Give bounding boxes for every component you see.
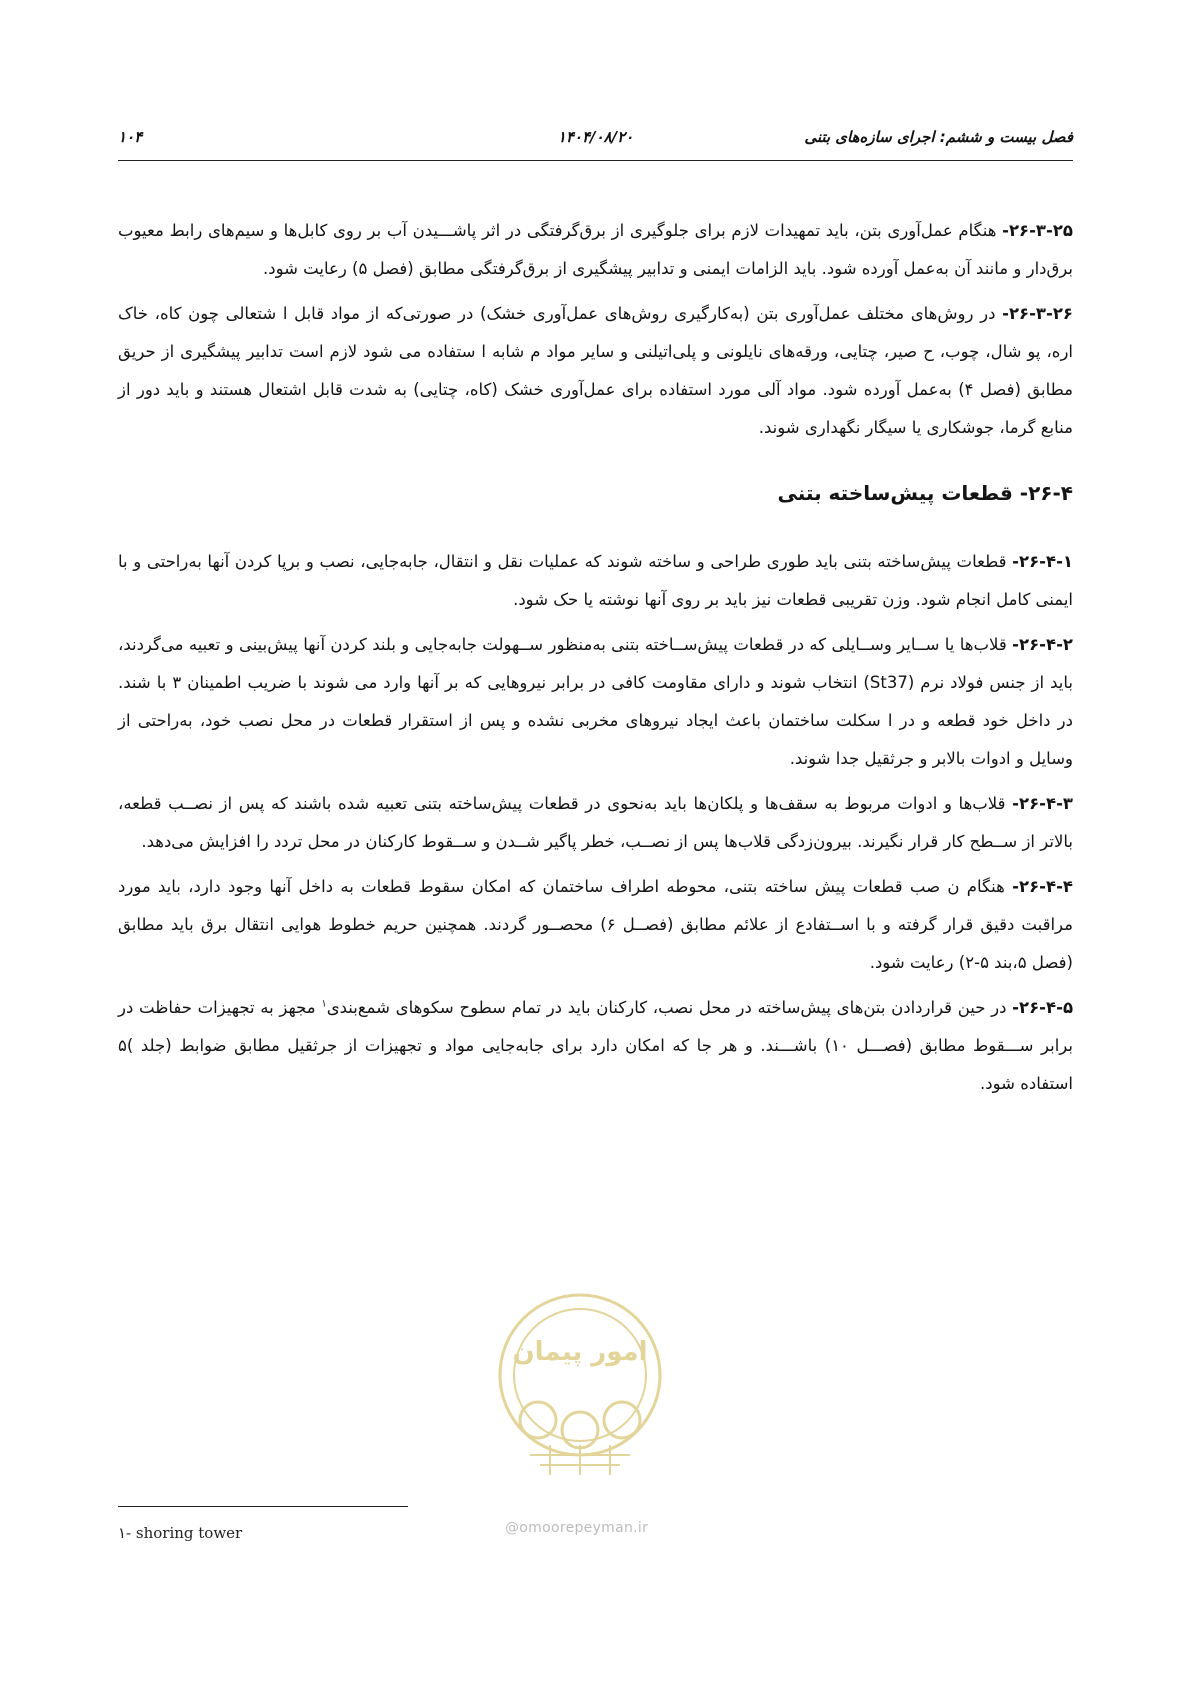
paragraph-text: قلاب‌ها و ادوات مربوط به سقف‌ها و پلکان‌ها باید به‌نحوی در قطعات پیش‌ساخته بتنی تعبیه شده باشند که پس از نصــب قطعه، بالاتر از ســطح کار قرار نگیرند. بیرون‌زدگی قلاب‌ها پس از نصــب، خطر پاگیر شــدن و ســقوط کارکنان در محل تردد را افزایش می‌دهد. <box>118 794 1073 851</box>
clause-number: ۲۶-۴-۲- <box>1012 635 1073 654</box>
paragraph-26-4-4 <box>118 868 1073 982</box>
clause-number: ۲۶-۳-۲۶- <box>1002 304 1073 323</box>
paragraph-text: هنگام عمل‌آوری بتن، باید تمهیدات لازم برای جلوگیری از برق‌گرفتگی در اثر پاشـــیدن آب بر روی کابل‌ها و سیم‌های رابط معیوب برق‌دار و مانند آن به‌عمل آورده شود. باید الزامات ایمنی و تدابیر پیشگیری از برق‌گرفتگی مطابق (فصل ۵) رعایت شود. <box>118 221 1073 278</box>
paragraph-26-4-2 <box>118 626 1073 778</box>
paragraph-26-4-5 <box>118 989 1073 1103</box>
paragraph-26-4-3 <box>118 785 1073 861</box>
page-number: ۱۰۴ <box>118 128 143 146</box>
body-text <box>118 212 1073 1110</box>
paragraph-text: قلاب‌ها یا ســایر وســایلی که در قطعات پیش‌ســاخته بتنی به‌منظور ســهولت جابه‌جایی و بلند کردن آنها پیش‌بینی و تعبیه می‌گردند، باید از جنس فولاد نرم (St37) انتخاب شوند و دارای مقاومت کافی در برابر نیروهایی که بر آنها وارد می شوند با ضریب اطمینان ۳ با شند. در داخل خود قطعه و در ا سکلت ساختمان باعث ایجاد نیروهای مخربی نشده و پس از استقرار قطعات در محل نصب خود، به‌راحتی از وسایل و ادوات بالابر و جرثقیل جدا شوند. <box>118 635 1073 768</box>
header-divider <box>118 160 1073 161</box>
footnote: ۱- shoring tower <box>118 1524 243 1542</box>
clause-number: ۲۶-۴-۴- <box>1012 877 1073 896</box>
footnote-divider <box>118 1506 408 1507</box>
paragraph-26-3-25 <box>118 212 1073 288</box>
section-heading: ۲۶-۴- قطعات پیش‌ساخته بتنی <box>777 481 1073 505</box>
paragraph-text-continued: مجهز به تجهیزات حفاظت در برابر ســـقوط مطابق (فصـــل ۱۰) باشـــند. و هر جا که امکان دارد برای جابه‌جایی مواد و تجهیزات از جرثقیل مطابق ضوابط (جلد )۵ استفاده شود. <box>118 998 1073 1093</box>
clause-number: ۲۶-۴-۵- <box>1012 998 1074 1017</box>
paragraph-text: قطعات پیش‌ساخته بتنی باید طوری طراحی و ساخته شوند که عملیات نقل و انتقال، جابه‌جایی، نصب و برپا کردن آنها به‌راحتی و با ایمنی کامل انجام شود. وزن تقریبی قطعات نیز باید بر روی آنها نوشته یا حک شود. <box>118 552 1073 609</box>
watermark-logo-text: امور پیمان <box>512 1337 648 1367</box>
clause-number: ۲۶-۴-۳- <box>1012 794 1073 813</box>
paragraph-26-3-26 <box>118 295 1073 447</box>
header-date: ۱۴۰۴/۰۸/۲۰ <box>557 128 634 146</box>
paragraph-text: هنگام ن صب قطعات پیش ساخته بتنی، محوطه اطراف ساختمان که امکان سقوط قطعات به داخل آنها وجود دارد، باید مورد مراقبت دقیق قرار گرفته و با اســتفادع از علائم مطابق (فصــل ۶) محصــور گردند. همچنین حریم خطوط هوایی انتقال برق باید مطابق (فصل ۵،بند ۵-۲) رعایت شود. <box>118 877 1073 972</box>
watermark-logo <box>490 1280 670 1490</box>
clause-number: ۲۶-۴-۱- <box>1012 552 1073 571</box>
watermark-site: @omoorepeyman.ir <box>505 1520 649 1536</box>
clause-number: ۲۶-۳-۲۵- <box>1002 221 1073 240</box>
page-header <box>118 128 1073 154</box>
paragraph-26-4-1 <box>118 543 1073 619</box>
footnote-ref: ۱ <box>321 998 327 1010</box>
chapter-title: فصل بیست و ششم: اجرای سازه‌های بتنی <box>804 128 1073 146</box>
paragraph-text: در روش‌های مختلف عمل‌آوری بتن (به‌کارگیری روش‌های عمل‌آوری خشک) در صورتی‌که از مواد قابل ا شتعالی چون کاه، خاک اره، پو شال، چوب، ح صیر، چتایی، ورقه‌های نایلونی و پلی‌اتیلنی و سایر مواد م شابه ا ستفاده می شود لازم است تدابیر پیشگیری از حریق مطابق (فصل ۴) به‌عمل آورده شود. مواد آلی مورد استفاده برای عمل‌آوری خشک (کاه، چتایی) به شدت قابل اشتعال هستند و باید دور از منابع گرما، جوشکاری یا سیگار نگهداری شوند. <box>118 304 1073 437</box>
paragraph-text: در حین قراردادن بتن‌های پیش‌ساخته در محل نصب، کارکنان باید در تمام سطوح سکوهای شمع‌بندی <box>326 998 1013 1017</box>
